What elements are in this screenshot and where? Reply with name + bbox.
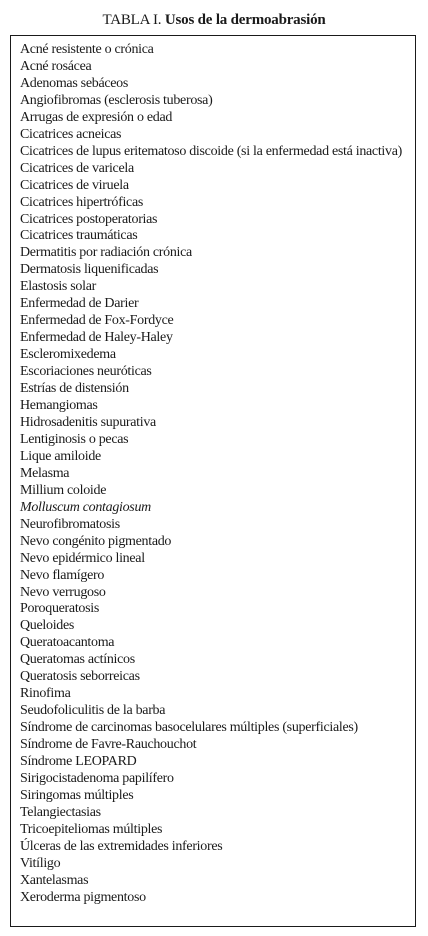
list-item: Angiofibromas (esclerosis tuberosa) xyxy=(20,92,213,108)
list-item: Telangiectasias xyxy=(20,804,101,820)
list-item: Nevo flamígero xyxy=(20,567,105,583)
list-item: Xantelasmas xyxy=(20,872,89,888)
list-item: Cicatrices de viruela xyxy=(20,177,129,193)
list-item: Nevo verrugoso xyxy=(20,584,106,600)
table-title: Usos de la dermoabrasión xyxy=(164,12,326,28)
list-item: Acné rosácea xyxy=(20,58,92,74)
list-item: Arrugas de expresión o edad xyxy=(20,109,173,125)
list-item: Nevo epidérmico lineal xyxy=(20,550,145,566)
list-item: Cicatrices traumáticas xyxy=(20,228,138,244)
list-item: Queratosis seborreicas xyxy=(20,669,140,685)
list-item: Molluscum contagiosum xyxy=(20,499,151,515)
list-item: Queratoacantoma xyxy=(20,635,115,651)
list-item: Tricoepiteliomas múltiples xyxy=(20,821,163,837)
list-item: Cicatrices de varicela xyxy=(20,160,134,176)
table-label: TABLA I. xyxy=(102,12,162,28)
list-item: Seudofoliculitis de la barba xyxy=(20,703,166,719)
list-item: Estrías de distensión xyxy=(20,381,129,397)
list-item: Cicatrices acneicas xyxy=(20,126,122,142)
list-item: Cicatrices hipertróficas xyxy=(20,194,144,210)
list-item: Acné resistente o crónica xyxy=(20,42,154,57)
list-item: Millium coloide xyxy=(20,482,107,498)
list-item: Enfermedad de Fox-Fordyce xyxy=(20,313,174,329)
list-item: Nevo congénito pigmentado xyxy=(20,533,172,549)
list-item: Siringomas múltiples xyxy=(20,787,134,803)
list-item: Enfermedad de Darier xyxy=(20,296,139,312)
list-item: Poroqueratosis xyxy=(20,601,100,617)
list-item: Dermatitis por radiación crónica xyxy=(20,245,192,261)
list-item: Queloides xyxy=(20,618,75,634)
table-caption xyxy=(0,10,428,30)
list-item: Lique amiloide xyxy=(20,448,101,464)
list-item: Dermatosis liquenificadas xyxy=(20,262,159,278)
list-item: Elastosis solar xyxy=(20,279,96,295)
list-item: Cicatrices postoperatorias xyxy=(20,211,158,227)
list-item: Síndrome LEOPARD xyxy=(20,754,137,770)
list-item: Escoriaciones neuróticas xyxy=(20,364,152,380)
list-item: Enfermedad de Haley-Haley xyxy=(20,330,173,346)
list-item: Hidrosadenitis supurativa xyxy=(20,414,156,430)
list-item: Lentiginosis o pecas xyxy=(20,431,129,447)
list-item: Hemangiomas xyxy=(20,398,98,414)
list-item: Neurofibromatosis xyxy=(20,516,120,532)
list-item: Vitíligo xyxy=(20,855,61,871)
list-item: Melasma xyxy=(20,465,70,481)
list-item: Adenomas sebáceos xyxy=(20,75,129,91)
list-item: Cicatrices de lupus eritematoso discoide (si la enfermedad está inactiva) xyxy=(20,143,403,159)
list-item: Úlceras de las extremidades inferiores xyxy=(20,838,223,854)
list-item: Síndrome de carcinomas basocelulares múltiples (superficiales) xyxy=(20,720,358,736)
list-item: Sirigocistadenoma papilífero xyxy=(20,770,174,786)
list-item: Escleromixedema xyxy=(20,347,116,363)
list-item: Rinofima xyxy=(20,686,71,702)
table-box xyxy=(10,35,416,927)
list-item: Síndrome de Favre-Rauchouchot xyxy=(20,737,197,753)
list-item: Queratomas actínicos xyxy=(20,652,135,668)
entry-list xyxy=(11,36,415,907)
list-item: Xeroderma pigmentoso xyxy=(20,889,146,905)
